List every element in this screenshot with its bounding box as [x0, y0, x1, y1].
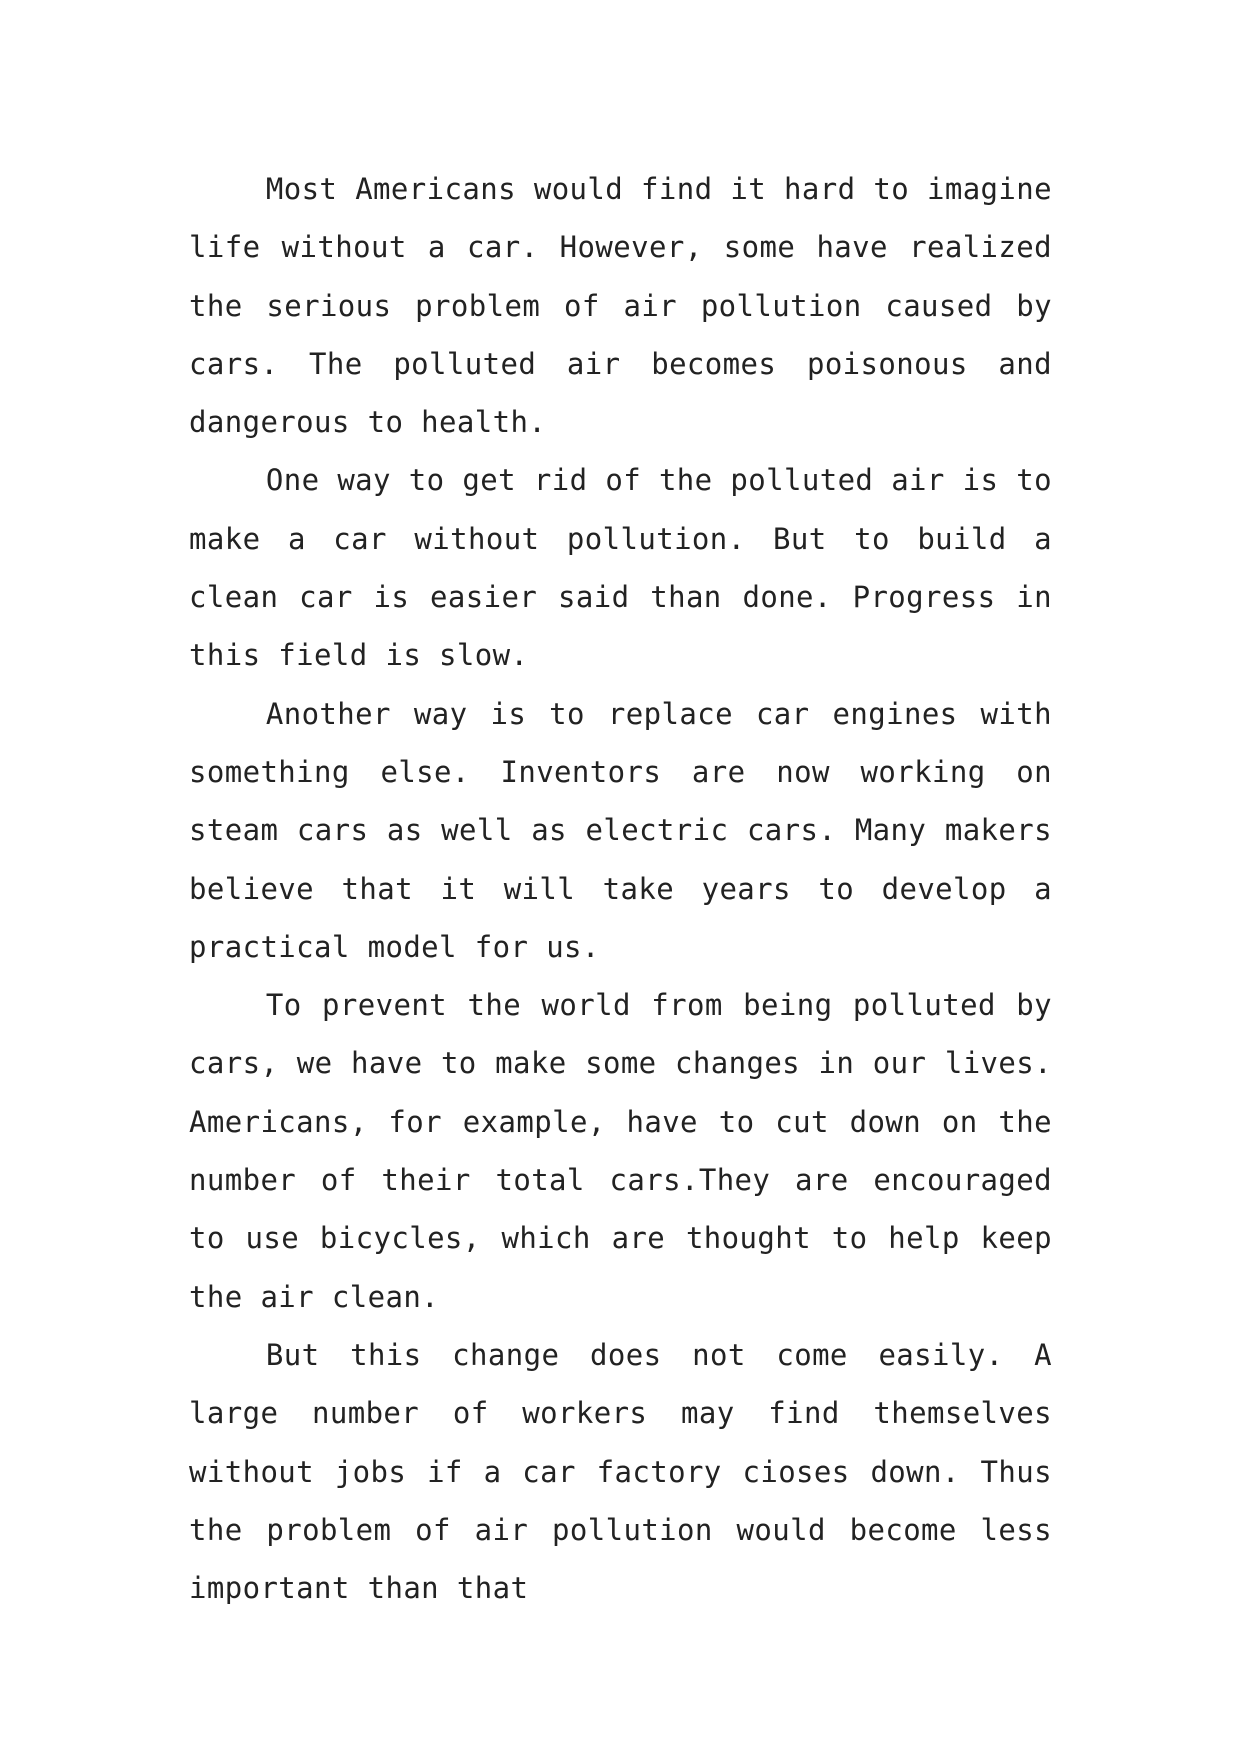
paragraph-5: But this change does not come easily. A large number of workers may find themselves without jobs if a car factory cioses down. Thus the problem of air pollution would become less important than that [189, 1337, 1052, 1606]
paragraph-3: Another way is to replace car engines with something else. Inventors are now working on steam cars as well as electric cars. Many makers believe that it will take years to develop a practical model for us. [189, 696, 1052, 964]
paragraph-1: Most Americans would find it hard to imagine life without a car. However, some have realized the serious problem of air pollution caused by cars. The polluted air becomes poisonous and dangerous to health. [189, 172, 1052, 440]
paragraph-4: To prevent the world from being polluted by cars, we have to make some changes in our lives. Americans, for example, have to cut down on the number of their total cars.They are encouraged to use bicycles, which are thought to help keep the air clean. [189, 988, 1052, 1314]
document-body [189, 160, 1052, 1617]
paragraph-2: One way to get rid of the polluted air is to make a car without pollution. But to build a clean car is easier said than done. Progress in this field is slow. [189, 463, 1052, 673]
